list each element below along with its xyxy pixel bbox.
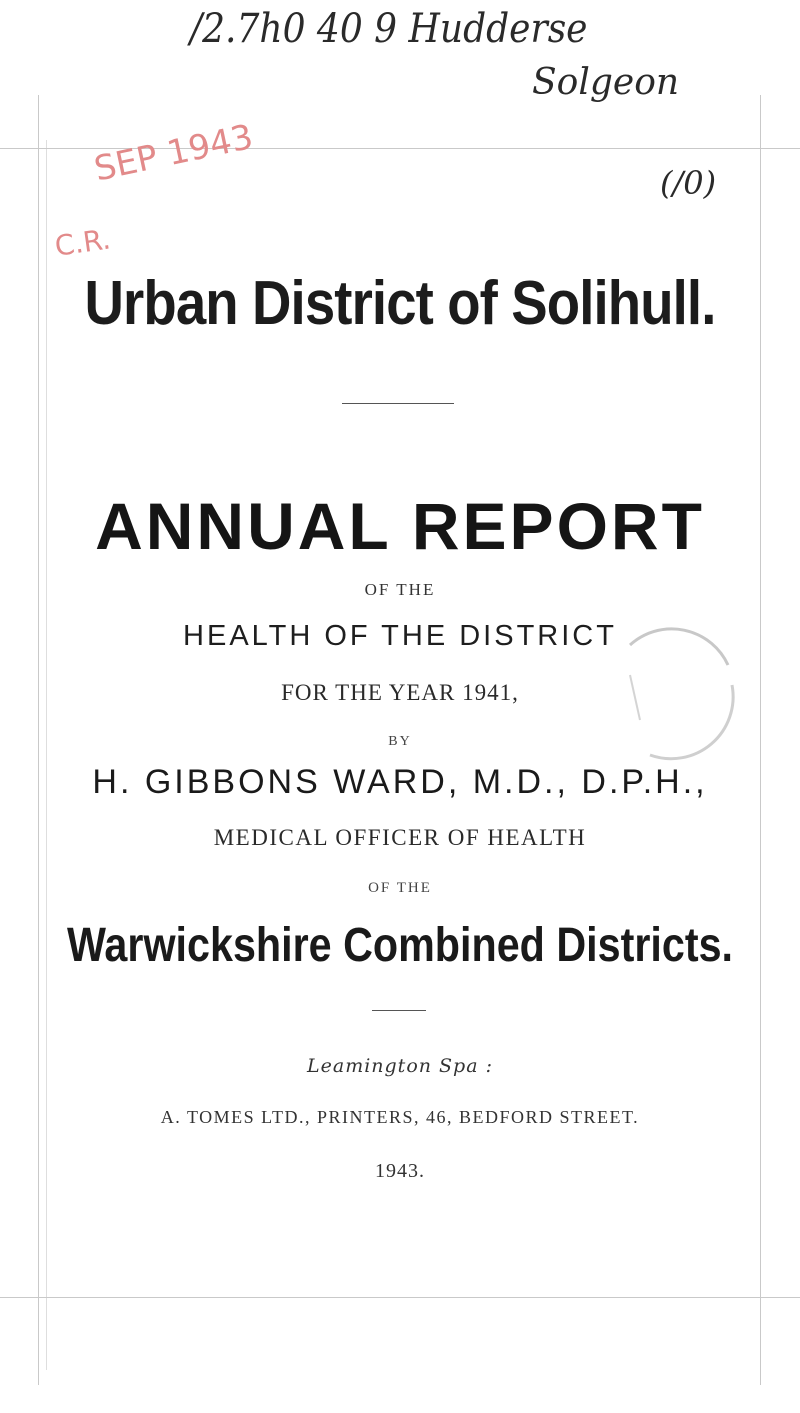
frame-line-left-inner <box>46 140 47 1370</box>
publication-year: 1943. <box>375 1160 425 1182</box>
report-year: FOR THE YEAR 1941, <box>281 680 519 705</box>
author-position: MEDICAL OFFICER OF HEALTH <box>213 825 587 850</box>
title-rule <box>342 403 454 404</box>
district-title: Urban District of Solihull. <box>84 269 716 338</box>
received-stamp-date: SEP 1943 <box>90 116 257 190</box>
of-the-label: OF THE <box>364 580 436 599</box>
received-stamp-initials: C.R. <box>52 222 113 263</box>
handwritten-annotation-2: Solgeon <box>532 62 680 103</box>
handwritten-annotation: /2.7h0 40 9 Hudderse <box>190 6 588 52</box>
report-title: ANNUAL REPORT <box>95 489 705 563</box>
by-label: BY <box>388 734 412 749</box>
author-name: H. GIBBONS WARD, M.D., D.P.H., <box>92 763 708 801</box>
imprint-rule <box>372 1010 426 1011</box>
printer-imprint: A. TOMES LTD., PRINTERS, 46, BEDFORD STREET. <box>160 1107 640 1127</box>
frame-line-bottom <box>0 1297 800 1298</box>
of-the-label-2: OF THE <box>368 880 432 896</box>
handwritten-number: (/0) <box>660 164 717 202</box>
region-title: Warwickshire Combined Districts. <box>66 919 733 972</box>
report-subject: HEALTH OF THE DISTRICT <box>183 620 617 652</box>
publication-place: Leamington Spa : <box>307 1055 493 1077</box>
